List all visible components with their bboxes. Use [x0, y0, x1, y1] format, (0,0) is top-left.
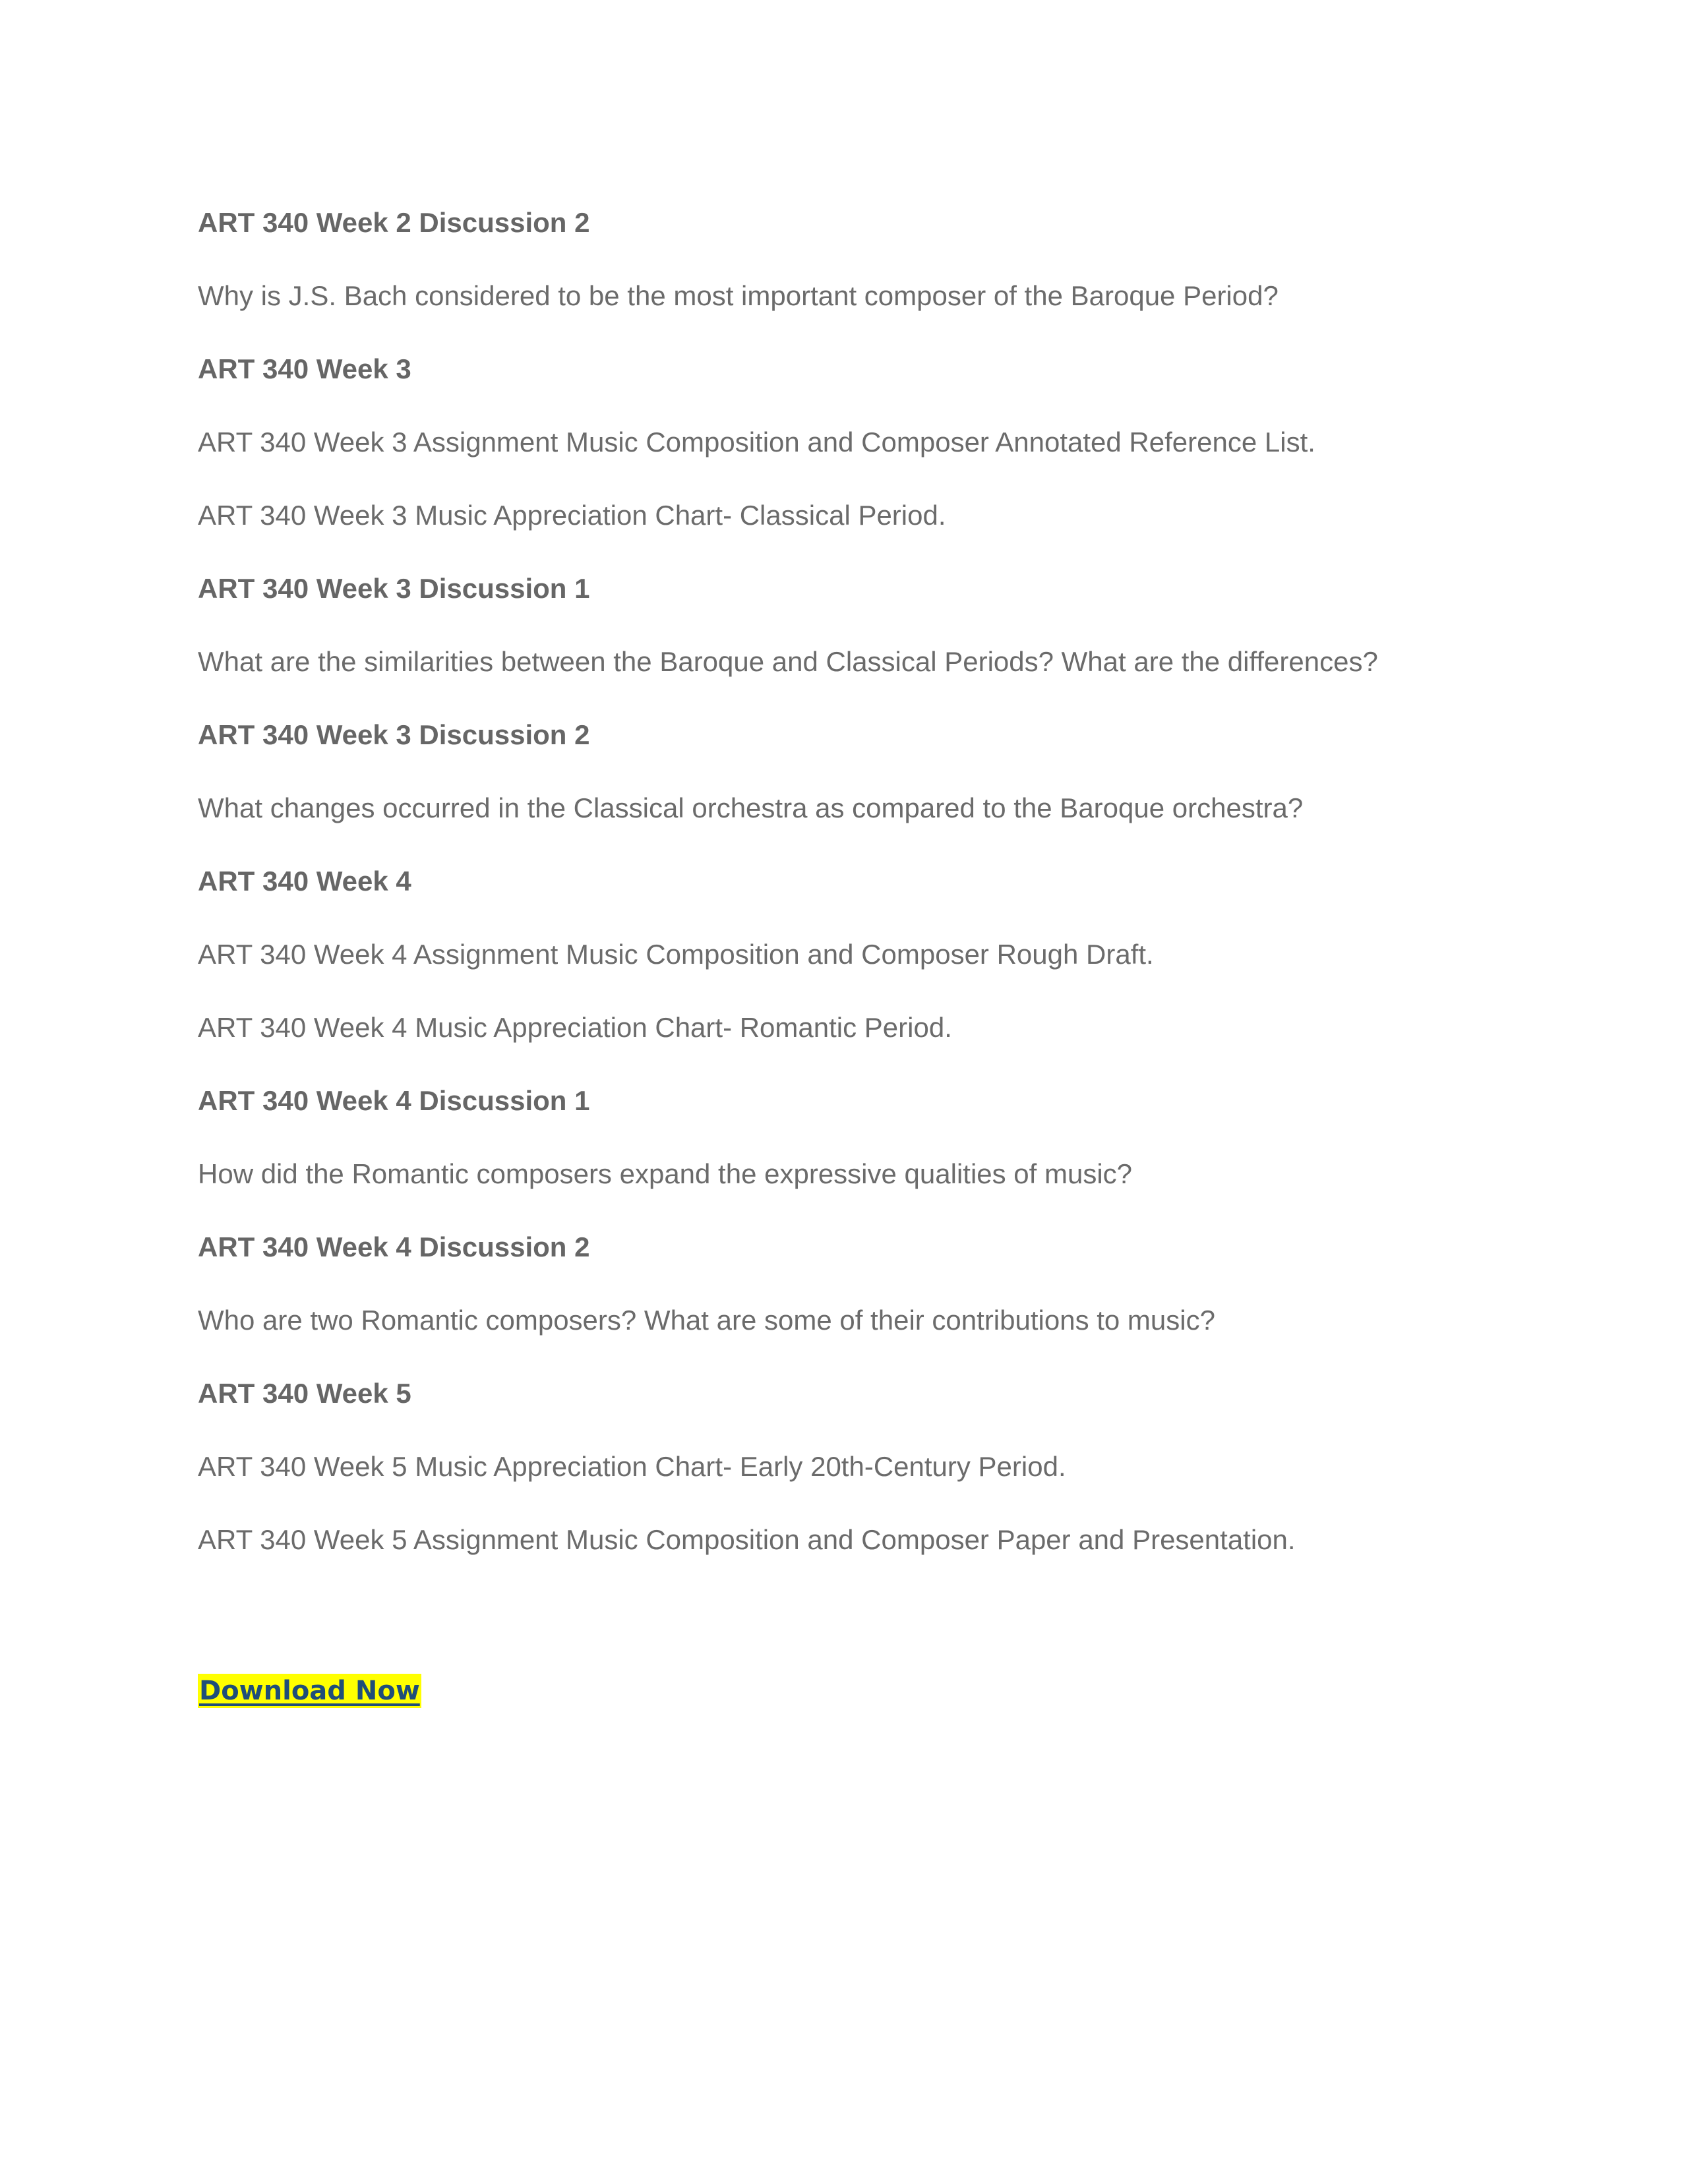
body-text: ART 340 Week 3 Assignment Music Composition and Composer Annotated Reference List. — [198, 427, 1315, 457]
document-content — [198, 204, 1517, 1708]
section-heading: ART 340 Week 4 — [198, 866, 411, 897]
body-text: Why is J.S. Bach considered to be the most important composer of the Baroque Period? — [198, 280, 1279, 311]
section-heading: ART 340 Week 4 Discussion 1 — [198, 1085, 590, 1116]
body-text: How did the Romantic composers expand the expressive qualities of music? — [198, 1158, 1133, 1189]
section-heading: ART 340 Week 3 Discussion 2 — [198, 719, 590, 750]
section-heading: ART 340 Week 3 Discussion 1 — [198, 573, 590, 604]
section-heading: ART 340 Week 5 — [198, 1378, 411, 1409]
body-text: ART 340 Week 4 Assignment Music Composition and Composer Rough Draft. — [198, 939, 1154, 970]
body-text: ART 340 Week 5 Assignment Music Composition and Composer Paper and Presentation. — [198, 1524, 1296, 1555]
section-heading: ART 340 Week 4 Discussion 2 — [198, 1231, 590, 1262]
body-text: What are the similarities between the Baroque and Classical Periods? What are the differences? — [198, 646, 1378, 677]
body-text: ART 340 Week 3 Music Appreciation Chart- Classical Period. — [198, 500, 946, 531]
body-text: What changes occurred in the Classical orchestra as compared to the Baroque orchestra? — [198, 792, 1304, 823]
body-text: Who are two Romantic composers? What are some of their contributions to music? — [198, 1305, 1215, 1336]
section-heading: ART 340 Week 2 Discussion 2 — [198, 207, 590, 238]
body-text: ART 340 Week 4 Music Appreciation Chart- Romantic Period. — [198, 1012, 952, 1043]
download-now-link[interactable]: Download Now — [198, 1674, 421, 1708]
body-text: ART 340 Week 5 Music Appreciation Chart- Early 20th-Century Period. — [198, 1451, 1066, 1482]
document-lines — [198, 204, 1517, 1558]
section-heading: ART 340 Week 3 — [198, 353, 411, 384]
